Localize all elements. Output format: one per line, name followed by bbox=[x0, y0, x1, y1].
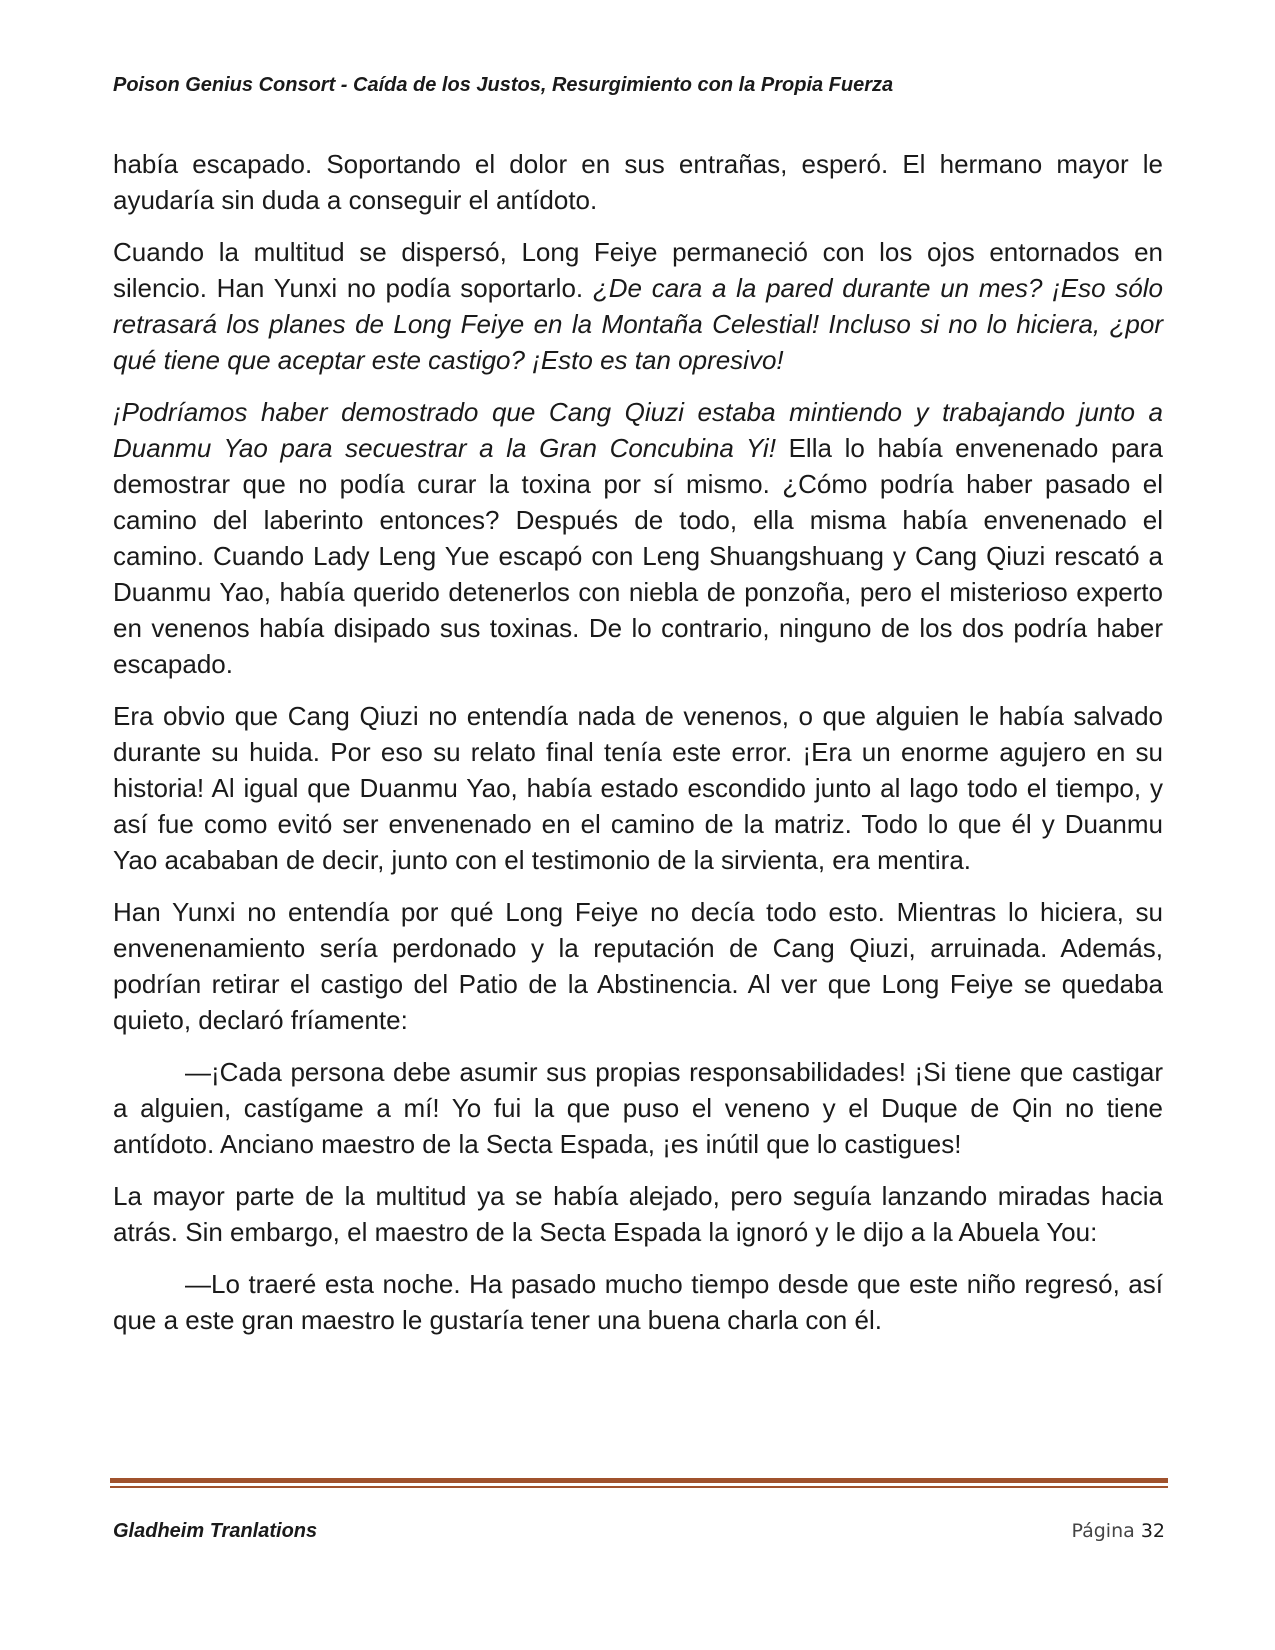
page-body bbox=[113, 146, 1163, 1354]
paragraph-3-text: Ella lo había envenenado para demostrar que no podía curar la toxina por sí mismo. ¿Cómo podría haber pasado el camino del laberinto entonces? Después de todo, ella misma había envenenado el camino. Cuando Lady Leng Yue escapó con Leng Shuangshuang y Cang Qiuzi rescató a Duanmu Yao, había querido detenerlos con niebla de ponzoña, pero el misterioso experto en venenos había disipado sus toxinas. De lo contrario, ninguno de los dos podría haber escapado. bbox=[113, 433, 1163, 679]
paragraph-6: La mayor parte de la multitud ya se había alejado, pero seguía lanzando miradas hacia atrás. Sin embargo, el maestro de la Secta Espada la ignoró y le dijo a la Abuela You: bbox=[113, 1181, 1163, 1247]
paragraph-2-text: Cuando la multitud se dispersó, Long Feiye permaneció con los ojos entornados en silencio. Han Yunxi no podía soportarlo. bbox=[113, 237, 1163, 303]
footer-rule-thick bbox=[110, 1478, 1168, 1483]
paragraph-1: había escapado. Soportando el dolor en sus entrañas, esperó. El hermano mayor le ayudaría sin duda a conseguir el antídoto. bbox=[113, 149, 1163, 215]
paragraph-4: Era obvio que Cang Qiuzi no entendía nada de venenos, o que alguien le había salvado durante su huida. Por eso su relato final tenía este error. ¡Era un enorme agujero en su historia! Al igual que Duanmu Yao, había estado escondido junto al lago todo el tiempo, y así fue como evitó ser envenenado en el camino de la matriz. Todo lo que él y Duanmu Yao acababan de decir, junto con el testimonio de la sirvienta, era mentira. bbox=[113, 701, 1163, 875]
paragraph-5: Han Yunxi no entendía por qué Long Feiye no decía todo esto. Mientras lo hiciera, su envenenamiento sería perdonado y la reputación de Cang Qiuzi, arruinada. Además, podrían retirar el castigo del Patio de la Abstinencia. Al ver que Long Feiye se quedaba quieto, declaró fríamente: bbox=[113, 897, 1163, 1035]
paragraph-3 bbox=[113, 394, 1163, 682]
paragraph-2 bbox=[113, 234, 1163, 378]
page-number-label bbox=[1071, 1520, 1165, 1542]
paragraph-2-thought: ¿De cara a la pared durante un mes? ¡Eso sólo retrasará los planes de Long Feiye en la Montaña Celestial! Incluso si no lo hiciera, ¿por qué tiene que aceptar este castigo? ¡Esto es tan opresivo! bbox=[113, 273, 1163, 375]
dialogue-2: —Lo traeré esta noche. Ha pasado mucho tiempo desde que este niño regresó, así que a este gran maestro le gustaría tener una buena charla con él. bbox=[113, 1269, 1163, 1335]
page-number: 32 bbox=[1140, 1520, 1165, 1542]
page-label: Página bbox=[1071, 1520, 1135, 1542]
footer-translator: Gladheim Tranlations bbox=[113, 1520, 318, 1542]
running-header: Poison Genius Consort - Caída de los Justos, Resurgimiento con la Propia Fuerza bbox=[113, 74, 894, 96]
paragraph-3-thought: ¡Podríamos haber demostrado que Cang Qiuzi estaba mintiendo y trabajando junto a Duanmu Yao para secuestrar a la Gran Concubina Yi! bbox=[113, 397, 1163, 463]
footer-rule-thin bbox=[110, 1486, 1168, 1488]
dialogue-1: —¡Cada persona debe asumir sus propias responsabilidades! ¡Si tiene que castigar a alguien, castígame a mí! Yo fui la que puso el veneno y el Duque de Qin no tiene antídoto. Anciano maestro de la Secta Espada, ¡es inútil que lo castigues! bbox=[113, 1057, 1163, 1159]
